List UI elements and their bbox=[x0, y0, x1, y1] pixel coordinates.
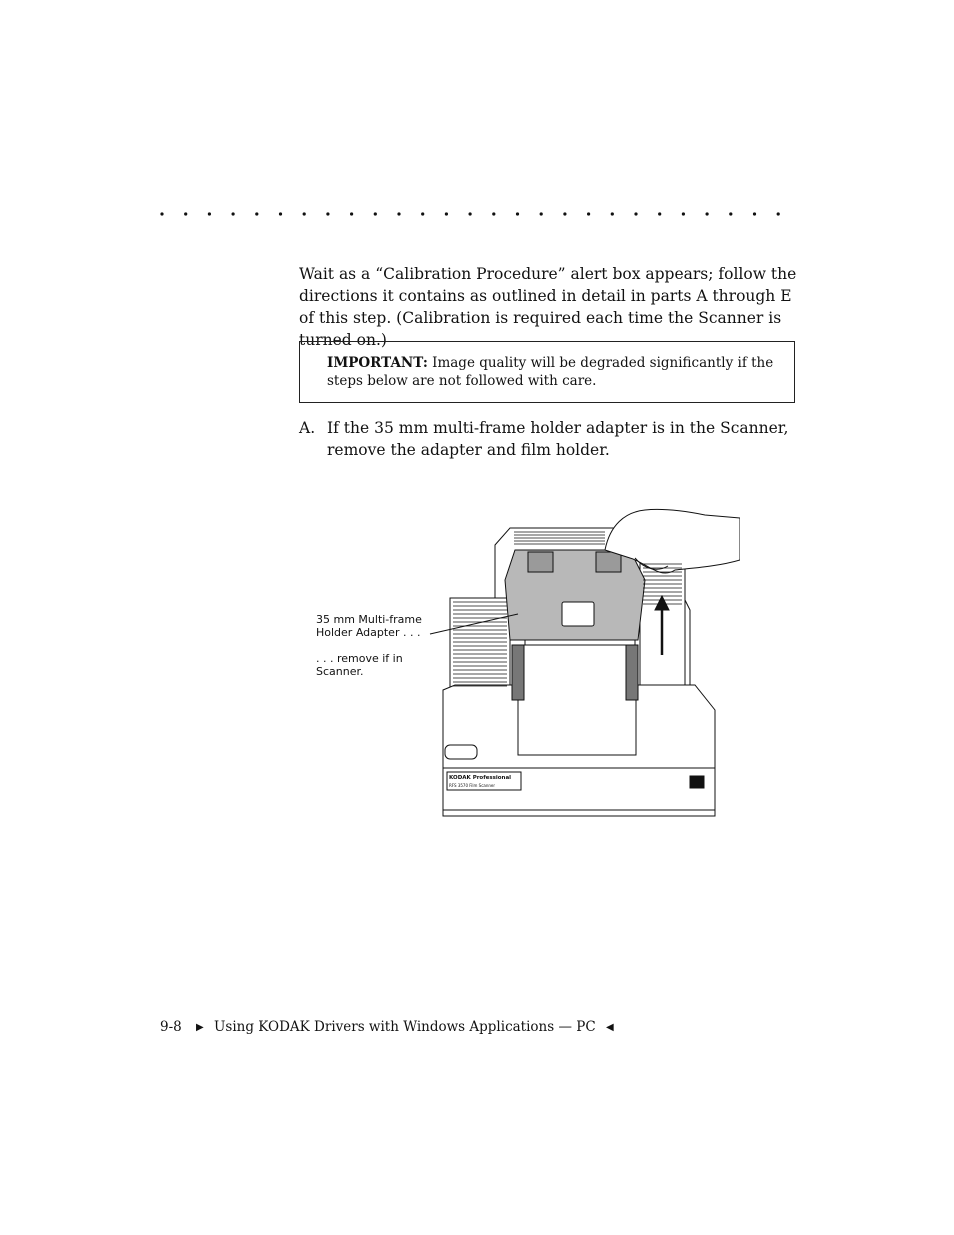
rule-dot bbox=[374, 212, 377, 215]
rule-dot bbox=[777, 212, 780, 215]
intro-paragraph: Wait as a “Calibration Procedure” alert box appears; follow the directions it contains as outlined in detail in parts A through E of this step. (Calibration is required each time the Scanner is turned on.) bbox=[299, 265, 797, 349]
important-notice-text bbox=[327, 354, 782, 390]
important-label: IMPORTANT: bbox=[327, 355, 428, 371]
rule-dot bbox=[658, 212, 661, 215]
callout-line-4: Scanner. bbox=[316, 665, 364, 678]
rule-dot bbox=[729, 212, 732, 215]
step-text: If the 35 mm multi-frame holder adapter is in the Scanner, remove the adapter and film holder. bbox=[327, 419, 789, 459]
rule-dot bbox=[469, 212, 472, 215]
rule-dot bbox=[753, 212, 756, 215]
footer-left-marker: ▶ bbox=[196, 1022, 204, 1033]
rule-dot bbox=[634, 212, 637, 215]
callout-remove bbox=[316, 652, 403, 678]
brand-label: KODAK Professional bbox=[449, 775, 512, 781]
callout-line-3: . . . remove if in bbox=[316, 652, 403, 665]
rule-dot bbox=[587, 212, 590, 215]
dotted-rule bbox=[160, 205, 800, 219]
rule-dot bbox=[397, 212, 400, 215]
rule-dot bbox=[279, 212, 282, 215]
rule-dot bbox=[540, 212, 543, 215]
important-message: Image quality will be degraded significantly if the steps below are not followed with care. bbox=[327, 355, 774, 389]
rule-dot bbox=[492, 212, 495, 215]
page-footer bbox=[160, 1018, 614, 1037]
callout-line-1: 35 mm Multi-frame bbox=[316, 613, 422, 626]
callout-line-2: Holder Adapter . . . bbox=[316, 626, 421, 639]
rule-dot bbox=[208, 212, 211, 215]
footer-title: Using KODAK Drivers with Windows Applications — PC bbox=[214, 1019, 596, 1035]
rule-dot bbox=[232, 212, 235, 215]
callout-adapter bbox=[316, 613, 422, 639]
step-letter: A. bbox=[299, 419, 316, 437]
rule-dot bbox=[421, 212, 424, 215]
model-label: RFS 3570 Film Scanner bbox=[449, 783, 496, 788]
footer-right-marker: ◀ bbox=[605, 1022, 614, 1033]
rule-dot bbox=[184, 212, 187, 215]
rule-dot bbox=[516, 212, 519, 215]
rule-dot bbox=[350, 212, 353, 215]
page-number: 9-8 bbox=[160, 1019, 182, 1035]
rule-dot bbox=[611, 212, 614, 215]
rule-dot bbox=[445, 212, 448, 215]
rule-dot bbox=[303, 212, 306, 215]
rule-dot bbox=[160, 212, 163, 215]
rule-dot bbox=[563, 212, 566, 215]
rule-dot bbox=[255, 212, 258, 215]
scanner-illustration bbox=[300, 500, 740, 830]
important-notice bbox=[299, 341, 795, 403]
rule-dot bbox=[682, 212, 685, 215]
rule-dot bbox=[326, 212, 329, 215]
rule-dot bbox=[706, 212, 709, 215]
